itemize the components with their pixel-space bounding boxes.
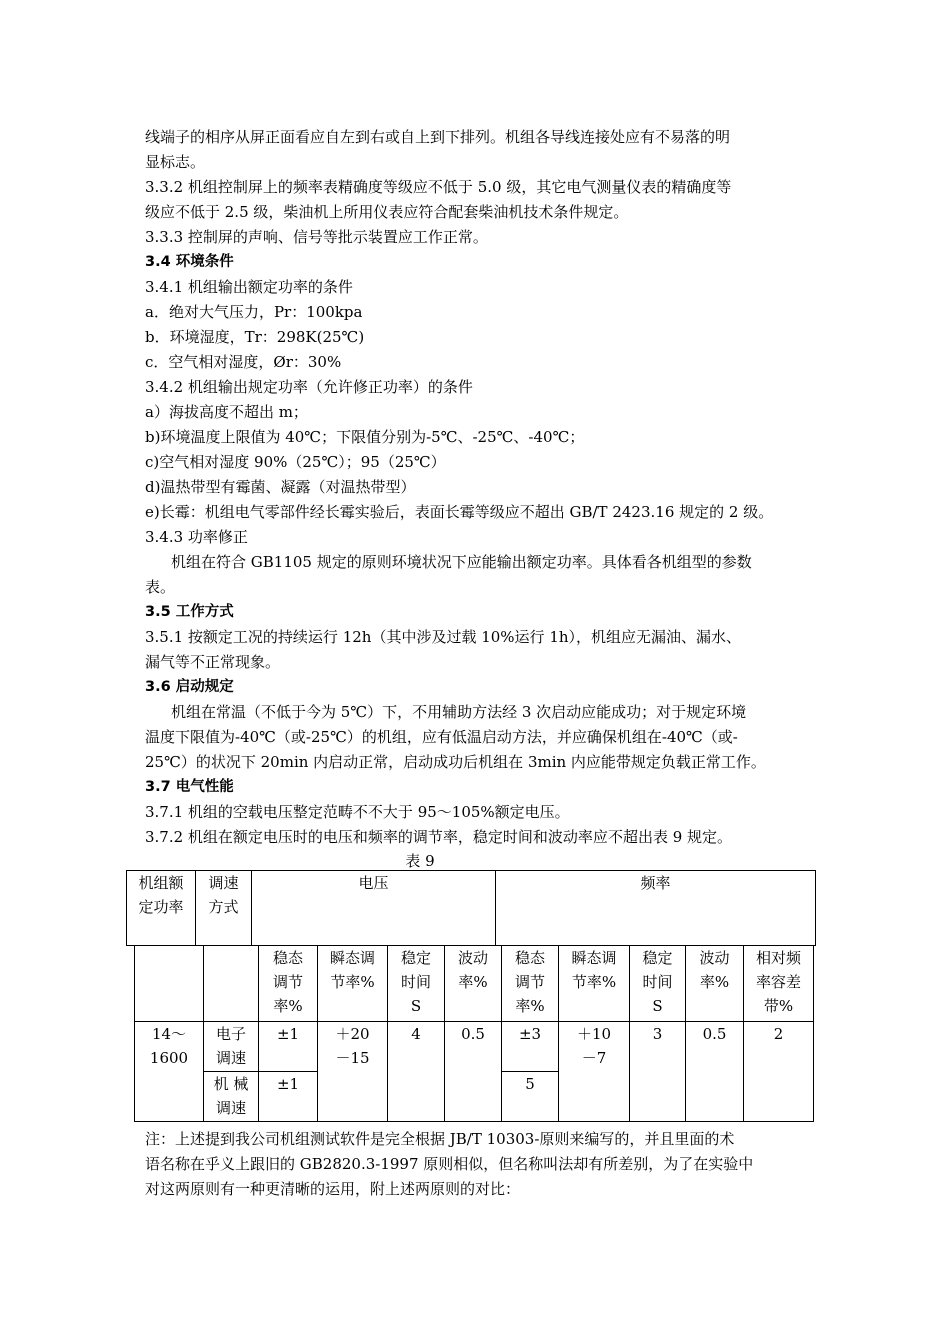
- list-item: b)环境温度上限值为 40℃；下限值分别为-5℃、-25℃、-40℃；: [145, 428, 585, 446]
- note-text: 注：上述提到我公司机组测试软件是完全根据 JB/T 10303-原则来编写的，并且里面的术: [145, 1130, 735, 1148]
- header-rated-power: 机组额 定功率: [127, 871, 196, 946]
- subheader-f-band: 相对频 率容差 带%: [744, 946, 814, 1022]
- subheader-v-transient: 瞬态调 节率%: [318, 946, 388, 1022]
- method-electronic: 电子 调速: [204, 1022, 259, 1072]
- body-text: 机组在符合 GB1105 规定的原则环境状况下应能输出额定功率。具体看各机组型的参数: [171, 553, 752, 571]
- table-cell: ±3: [502, 1022, 559, 1072]
- clause-3-3-3: 3.3.3 控制屏的声响、信号等批示装置应工作正常。: [145, 228, 488, 246]
- subheader-v-fluct: 波动 率%: [445, 946, 502, 1022]
- table-cell: 0.5: [686, 1022, 744, 1122]
- section-heading-3-5: 3.5 工作方式: [145, 604, 234, 620]
- table-cell: [135, 946, 204, 1022]
- method-mechanical: 机 械 调速: [204, 1072, 259, 1122]
- body-text: 表。: [145, 578, 176, 596]
- list-item: a．绝对大气压力，Pr：100kpa: [145, 303, 363, 321]
- table-cell: 3: [630, 1022, 686, 1122]
- body-text: 显标志。: [145, 153, 206, 171]
- subheader-v-time: 稳定 时间 S: [388, 946, 445, 1022]
- section-heading-3-4: 3.4 环境条件: [145, 254, 234, 270]
- list-item: e)长霉：机组电气零部件经长霉实验后，表面长霉等级应不超出 GB/T 2423.16 规定的 2 级。: [145, 503, 774, 521]
- body-text: 线端子的相序从屏正面看应自左到右或自上到下排列。机组各导线连接处应有不易落的明: [145, 128, 731, 146]
- header-speed-mode: 调速 方式: [196, 871, 252, 946]
- table-cell: [204, 946, 259, 1022]
- note-text: 语名称在乎义上跟旧的 GB2820.3-1997 原则相似，但名称叫法却有所差别，为了在实验中: [145, 1155, 754, 1173]
- subheader-f-fluct: 波动 率%: [686, 946, 744, 1022]
- subheader-f-steady: 稳态 调节 率%: [502, 946, 559, 1022]
- list-item: d)温热带型有霉菌、凝露（对温热带型）: [145, 478, 416, 496]
- table-cell: ＋20 －15: [318, 1022, 388, 1122]
- body-text: 级应不低于 2.5 级，柴油机上所用仪表应符合配套柴油机技术条件规定。: [145, 203, 629, 221]
- list-item: c)空气相对湿度 90%（25℃）；95（25℃）: [145, 453, 446, 471]
- body-text: 温度下限值为-40℃（或-25℃）的机组，应有低温启动方法，并应确保机组在-40℃（或-: [145, 728, 738, 746]
- list-item: c．空气相对湿度，Ør：30%: [145, 353, 342, 371]
- table-caption: [0, 851, 950, 871]
- table-cell: 4: [388, 1022, 445, 1122]
- clause-3-4-1: 3.4.1 机组输出额定功率的条件: [145, 278, 353, 296]
- note-text: 对这两原则有一种更清晰的运用，附上述两原则的对比：: [145, 1180, 521, 1198]
- subheader-f-time: 稳定 时间 S: [630, 946, 686, 1022]
- clause-3-5-1: 3.5.1 按额定工况的持续运行 12h（其中涉及过载 10%运行 1h），机组应无漏油、漏水、: [145, 628, 742, 646]
- clause-3-4-2: 3.4.2 机组输出规定功率（允许修正功率）的条件: [145, 378, 473, 396]
- subheader-f-transient: 瞬态调 节率%: [559, 946, 630, 1022]
- list-item: b．环境湿度，Tr：298K(25℃): [145, 328, 365, 346]
- subheader-v-steady: 稳态 调节 率%: [259, 946, 318, 1022]
- clause-3-7-2: 3.7.2 机组在额定电压时的电压和频率的调节率，稳定时间和波动率应不超出表 9 规定。: [145, 828, 733, 846]
- section-heading-3-6: 3.6 启动规定: [145, 679, 234, 695]
- clause-3-7-1: 3.7.1 机组的空载电压整定范畴不不大于 95～105%额定电压。: [145, 803, 570, 821]
- body-text: 25℃）的状况下 20min 内启动正常，启动成功后机组在 3min 内应能带规定负载正常工作。: [145, 753, 766, 771]
- body-text: 漏气等不正常现象。: [145, 653, 281, 671]
- table-cell: 5: [502, 1072, 559, 1122]
- header-frequency: 频率: [496, 871, 816, 946]
- list-item: a）海拔高度不超出 m；: [145, 403, 308, 421]
- table-cell: ±1: [259, 1072, 318, 1122]
- table-body: [134, 945, 814, 1122]
- body-text: 机组在常温（不低于今为 5℃）下，不用辅助方法经 3 次启动应能成功；对于规定环境: [171, 703, 747, 721]
- table-cell: ＋10 －7: [559, 1022, 630, 1122]
- rated-power-range: 14～ 1600: [135, 1022, 204, 1122]
- clause-3-4-3: 3.4.3 功率修正: [145, 528, 248, 546]
- table-row: [135, 1022, 814, 1072]
- header-voltage: 电压: [252, 871, 496, 946]
- section-heading-3-7: 3.7 电气性能: [145, 779, 234, 795]
- table-cell: 0.5: [445, 1022, 502, 1122]
- table-cell: 2: [744, 1022, 814, 1122]
- clause-3-3-2: 3.3.2 机组控制屏上的频率表精确度等级应不低于 5.0 级，其它电气测量仪表的精确度等: [145, 178, 732, 196]
- table-caption-text: 表 9: [405, 852, 435, 870]
- table-header: [126, 870, 816, 946]
- table-cell: ±1: [259, 1022, 318, 1072]
